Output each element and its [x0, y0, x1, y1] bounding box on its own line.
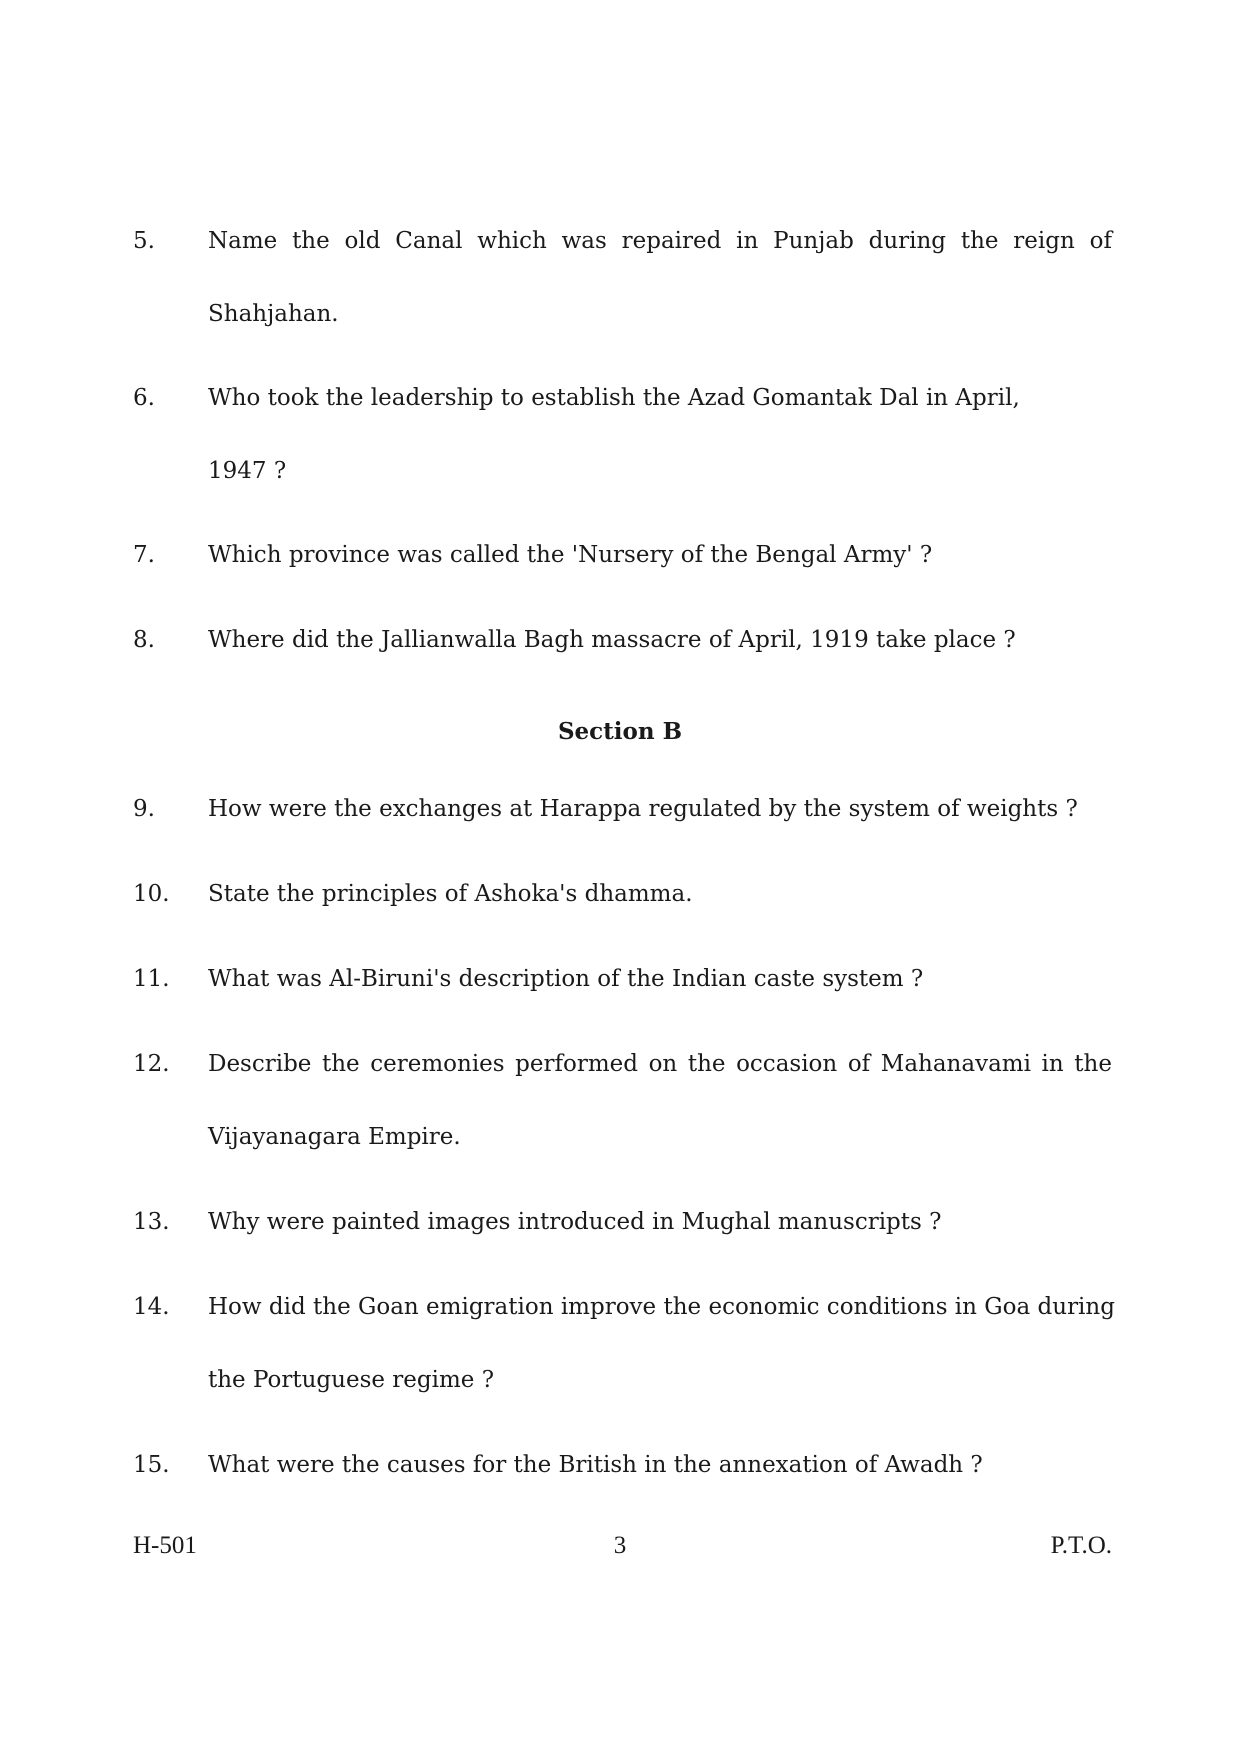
question-text-line-1: Why were painted images introduced in Mughal manuscripts ? — [208, 1209, 942, 1235]
question-text-line-2: Shahjahan. — [208, 301, 339, 327]
question-text-line-1: What were the causes for the British in the annexation of Awadh ? — [208, 1452, 983, 1478]
question-text-line-1: What was Al-Biruni's description of the Indian caste system ? — [208, 966, 924, 992]
question-number: 7. — [133, 542, 155, 568]
question-text-line-2: 1947 ? — [208, 458, 287, 484]
page-number: 3 — [613, 1532, 627, 1559]
question-number: 9. — [133, 796, 155, 822]
question-number: 10. — [133, 881, 170, 907]
question-number: 6. — [133, 385, 155, 411]
question-number: 8. — [133, 627, 155, 653]
question-text-line-1: Who took the leadership to establish the Azad Gomantak Dal in April, — [208, 385, 1020, 411]
question-number: 11. — [133, 966, 170, 992]
question-text-line-1: Name the old Canal which was repaired in Punjab during the reign of — [208, 228, 1112, 254]
question-text-line-1: Which province was called the 'Nursery of the Bengal Army' ? — [208, 542, 933, 568]
question-number: 15. — [133, 1452, 170, 1478]
paper-code: H-501 — [133, 1532, 197, 1559]
question-text-line-2: the Portuguese regime ? — [208, 1367, 495, 1393]
question-text-line-1: Where did the Jallianwalla Bagh massacre of April, 1919 take place ? — [208, 627, 1016, 653]
question-text-line-1: How were the exchanges at Harappa regulated by the system of weights ? — [208, 796, 1078, 822]
question-number: 14. — [133, 1294, 170, 1320]
question-text-line-1: State the principles of Ashoka's dhamma. — [208, 881, 693, 907]
question-number: 13. — [133, 1209, 170, 1235]
section-title: Section B — [557, 718, 683, 745]
question-text-line-2: Vijayanagara Empire. — [208, 1124, 461, 1150]
please-turn-over: P.T.O. — [1050, 1532, 1112, 1559]
question-number: 5. — [133, 228, 155, 254]
question-number: 12. — [133, 1051, 170, 1077]
question-text-line-1: Describe the ceremonies performed on the occasion of Mahanavami in the — [208, 1051, 1112, 1077]
question-text-line-1: How did the Goan emigration improve the economic conditions in Goa during — [208, 1294, 1115, 1320]
